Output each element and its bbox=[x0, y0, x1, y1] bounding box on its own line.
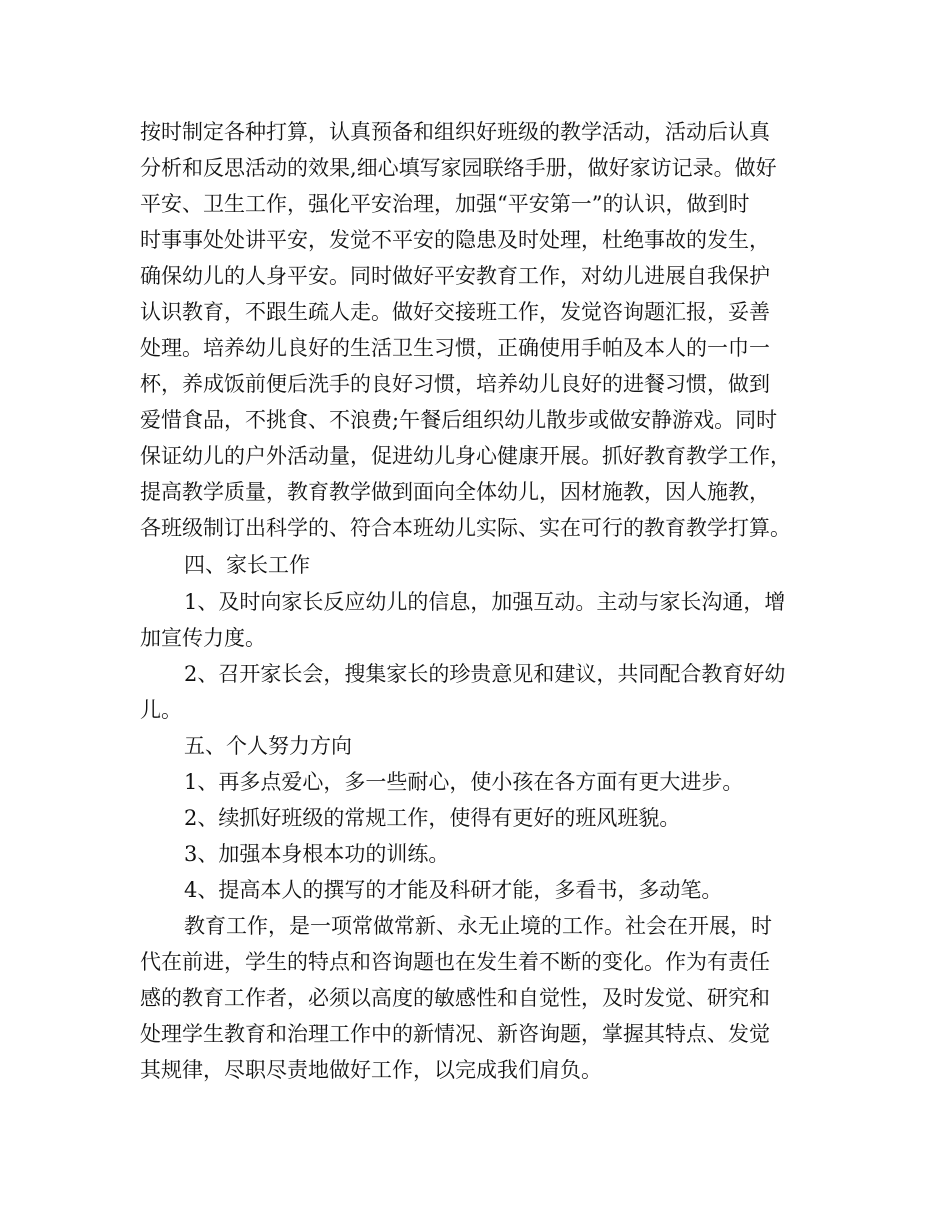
body-text-line: 保证幼儿的户外活动量，促进幼儿身心健康开展。抓好教育教学工作， bbox=[140, 444, 791, 468]
body-text-line: 爱惜食品，不挑食、不浪费;午餐后组织幼儿散步或做安静游戏。同时 bbox=[140, 408, 778, 432]
list-item: 4、提高本人的撰写的才能及科研才能，多看书，多动笔。 bbox=[184, 878, 723, 902]
body-text-line: 处理。培养幼儿良好的生活卫生习惯，正确使用手帕及本人的一巾一 bbox=[140, 336, 770, 360]
body-text-line: 感的教育工作者，必须以高度的敏感性和自觉性，及时发觉、研究和 bbox=[140, 986, 770, 1010]
body-text-line: 提高教学质量，教育教学做到面向全体幼儿，因材施教，因人施教， bbox=[140, 480, 770, 504]
list-item-continuation: 加宣传力度。 bbox=[140, 626, 266, 650]
body-text-line: 时事事处处讲平安，发觉不平安的隐患及时处理，杜绝事故的发生， bbox=[140, 228, 770, 252]
list-item: 1、及时向家长反应幼儿的信息，加强互动。主动与家长沟通，增 bbox=[184, 590, 786, 614]
section-heading: 五、个人努力方向 bbox=[184, 734, 352, 758]
section-heading: 四、家长工作 bbox=[184, 553, 310, 577]
list-item: 2、续抓好班级的常规工作，使得有更好的班风班貌。 bbox=[184, 806, 681, 830]
body-text-line: 教育工作，是一项常做常新、永无止境的工作。社会在开展，时 bbox=[184, 914, 772, 938]
list-item-continuation: 儿。 bbox=[140, 698, 182, 722]
body-text-line: 确保幼儿的人身平安。同时做好平安教育工作，对幼儿进展自我保护 bbox=[140, 264, 770, 288]
body-text-line: 认识教育，不跟生疏人走。做好交接班工作，发觉咨询题汇报，妥善 bbox=[140, 300, 770, 324]
list-item: 3、加强本身根本功的训练。 bbox=[184, 842, 450, 866]
body-text-line: 处理学生教育和治理工作中的新情况、新咨询题，掌握其特点、发觉 bbox=[140, 1022, 770, 1046]
body-text-line: 代在前进，学生的特点和咨询题也在发生着不断的变化。作为有责任 bbox=[140, 950, 770, 974]
list-item: 1、再多点爱心，多一些耐心，使小孩在各方面有更大进步。 bbox=[184, 770, 744, 794]
body-text-line: 其规律，尽职尽责地做好工作，以完成我们肩负。 bbox=[140, 1058, 602, 1082]
body-text-line: 各班级制订出科学的、符合本班幼儿实际、实在可行的教育教学打算。 bbox=[140, 516, 791, 540]
body-text-line: 杯，养成饭前便后洗手的良好习惯，培养幼儿良好的进餐习惯，做到 bbox=[140, 372, 770, 396]
body-text-line: 按时制定各种打算，认真预备和组织好班级的教学活动，活动后认真 bbox=[140, 120, 770, 144]
body-text-line: 分析和反思活动的效果,细心填写家园联络手册，做好家访记录。做好 bbox=[140, 156, 777, 180]
body-text-line: 平安、卫生工作，强化平安治理，加强“平安第一”的认识，做到时 bbox=[140, 192, 750, 216]
list-item: 2、召开家长会，搜集家长的珍贵意见和建议，共同配合教育好幼 bbox=[184, 662, 786, 686]
